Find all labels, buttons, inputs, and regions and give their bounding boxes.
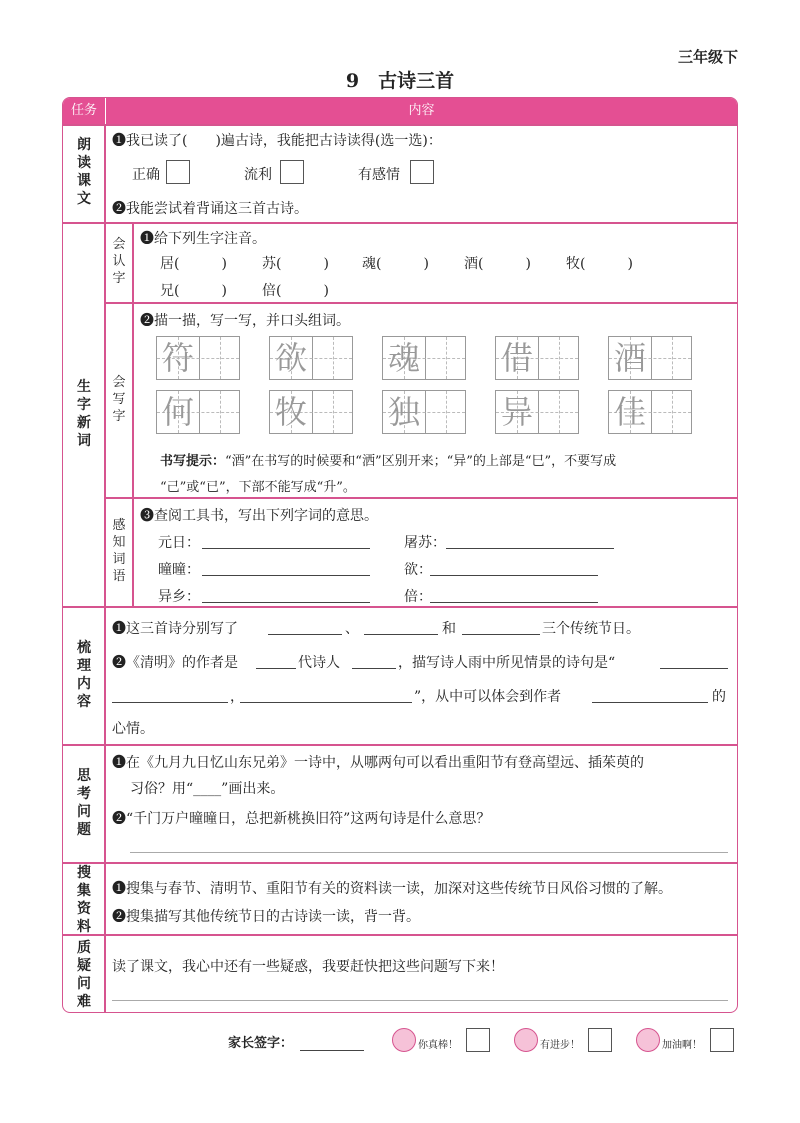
sort-q1-end: 三个传统节日。 [542, 621, 640, 637]
think-q1-line-1: ❶在《九月九日忆山东兄弟》一诗中，从哪两句可以看出重阳节有登高望远、插茱萸的 [112, 755, 644, 771]
answer-blank[interactable] [592, 686, 708, 703]
parent-signature-field[interactable] [300, 1034, 364, 1051]
pinyin-blank[interactable]: 酒( ) [464, 256, 531, 272]
sort-q2-comma: ， [230, 689, 244, 705]
row-divider [63, 222, 737, 224]
word-label: 屠苏： [404, 535, 446, 551]
reading-question-2: ❷我能尝试着背诵这三首古诗。 [112, 201, 308, 217]
pinyin-blank[interactable]: 魂( ) [362, 256, 429, 272]
checkbox-emotion[interactable] [410, 160, 434, 184]
answer-line[interactable] [130, 836, 728, 853]
option-label: 有感情 [358, 167, 400, 183]
sub-label-words: 感 知 词 语 [112, 518, 126, 584]
collect-q1: ❶搜集与春节、清明节、重阳节有关的资料读一读，加深对这些传统节日风俗习惯的了解。 [112, 881, 672, 897]
answer-blank[interactable] [364, 618, 438, 635]
trace-character: 符 [161, 339, 194, 377]
write-question: ❷描一描，写一写，并口头组词。 [140, 313, 350, 329]
word-label: 曈曈： [158, 562, 200, 578]
option-label: 流利 [244, 167, 272, 183]
answer-blank[interactable] [202, 532, 370, 549]
answer-blank[interactable] [352, 652, 396, 669]
header-task-cell: 任务 [63, 98, 105, 124]
subrow-divider [105, 302, 737, 304]
reading-question-1: ❶我已读了( )遍古诗，我能把古诗读得(选一选)： [112, 133, 442, 149]
row-divider [63, 124, 737, 126]
word-label: 元日： [158, 535, 200, 551]
answer-blank[interactable] [446, 532, 614, 549]
row-divider [63, 744, 737, 746]
sub-label-write: 会 写 字 [112, 375, 126, 424]
task-label-doubt: 质 疑 问 难 [77, 940, 91, 1010]
pinyin-blank[interactable]: 牧( ) [566, 256, 633, 272]
trace-character: 何 [161, 393, 194, 431]
trace-character: 独 [387, 393, 420, 431]
row-divider [63, 934, 737, 936]
trace-character: 欲 [274, 339, 307, 377]
answer-blank[interactable] [240, 686, 412, 703]
doubt-prompt: 读了课文，我心中还有一些疑惑，我要赶快把这些问题写下来！ [112, 959, 504, 975]
answer-blank[interactable] [202, 586, 370, 603]
sort-q2-end: 心情。 [112, 721, 154, 737]
answer-blank[interactable] [462, 618, 540, 635]
checkbox-correct[interactable] [166, 160, 190, 184]
writing-grid-cell[interactable] [156, 390, 240, 434]
page-title: 9 古诗三首 [345, 70, 455, 92]
writing-grid-cell[interactable] [269, 390, 353, 434]
task-label-vocab: 生 字 新 词 [77, 379, 91, 449]
sort-q2-text: ，描写诗人雨中所见情景的诗句是“ [398, 655, 616, 671]
header-content-cell: 内容 [106, 98, 737, 124]
writing-grid-cell[interactable] [156, 336, 240, 380]
answer-blank[interactable] [256, 652, 296, 669]
writing-tip-line-1: 书写提示：“酒”在书写的时候要和“洒”区别开来；“异”的上部是“巳”，不要写成 [160, 454, 617, 469]
task-label-collect: 搜 集 资 料 [77, 865, 91, 935]
sort-q2-start: ❷《清明》的作者是 [112, 655, 238, 671]
writing-grid-cell[interactable] [495, 336, 579, 380]
subrow-divider [105, 497, 737, 499]
writing-tip-line-2: “己”或“已”，下部不能写成“升”。 [160, 480, 356, 495]
trace-character: 牧 [274, 393, 307, 431]
smile-sticker-icon [636, 1028, 660, 1052]
writing-grid-cell[interactable] [382, 390, 466, 434]
writing-grid-cell[interactable] [269, 336, 353, 380]
writing-grid-cell[interactable] [608, 336, 692, 380]
think-q2: ❷“千门万户曈曈日，总把新桃换旧符”这两句诗是什么意思？ [112, 811, 491, 827]
parent-signature-label: 家长签字： [228, 1036, 294, 1051]
praise-label: 加油啊！ [662, 1040, 702, 1051]
task-label-sort: 梳 理 内 容 [77, 640, 91, 710]
word-label: 异乡： [158, 589, 200, 605]
collect-q2: ❷搜集描写其他传统节日的古诗读一读，背一背。 [112, 909, 420, 925]
answer-blank[interactable] [660, 652, 728, 669]
grade-label: 三年级下 [677, 48, 738, 66]
smile-sticker-icon [392, 1028, 416, 1052]
think-q1-line-2: 习俗？用“____”画出来。 [130, 781, 285, 797]
writing-grid-cell[interactable] [495, 390, 579, 434]
answer-blank[interactable] [430, 586, 598, 603]
sort-q1-start: ❶这三首诗分别写了 [112, 621, 238, 637]
trace-character: 酒 [613, 339, 646, 377]
trace-character: 魂 [387, 339, 420, 377]
sort-q2-text: 的 [712, 689, 726, 705]
praise-checkbox[interactable] [466, 1028, 490, 1052]
sort-q2-text: 代诗人 [298, 655, 340, 671]
pinyin-blank[interactable]: 倍( ) [262, 283, 329, 299]
task-label-reading: 朗 读 课 文 [77, 137, 91, 207]
subcolumn-divider [132, 222, 134, 606]
option-label: 正确 [132, 167, 160, 183]
sort-q2-text: ”，从中可以体会到作者 [414, 689, 562, 705]
trace-character: 借 [500, 339, 533, 377]
checkbox-fluent[interactable] [280, 160, 304, 184]
sort-q1-and: 和 [442, 621, 456, 637]
row-divider [63, 862, 737, 864]
pinyin-blank[interactable]: 居( ) [160, 256, 227, 272]
answer-line[interactable] [112, 984, 728, 1001]
words-question: ❸查阅工具书，写出下列字词的意思。 [140, 508, 378, 524]
pinyin-blank[interactable]: 苏( ) [262, 256, 329, 272]
trace-character: 异 [500, 393, 533, 431]
answer-blank[interactable] [202, 559, 370, 576]
answer-blank[interactable] [268, 618, 342, 635]
praise-label: 你真棒！ [418, 1040, 458, 1051]
answer-blank[interactable] [112, 686, 228, 703]
sort-q1-sep: 、 [345, 621, 359, 637]
writing-grid-cell[interactable] [608, 390, 692, 434]
answer-blank[interactable] [430, 559, 598, 576]
praise-label: 有进步！ [540, 1040, 580, 1051]
smile-sticker-icon [514, 1028, 538, 1052]
word-label: 倍： [404, 589, 432, 605]
recognize-question: ❶给下列生字注音。 [140, 231, 266, 247]
column-divider [104, 124, 106, 1012]
trace-character: 佳 [613, 393, 646, 431]
writing-grid-cell[interactable] [382, 336, 466, 380]
task-label-think: 思 考 问 题 [77, 768, 91, 838]
row-divider [63, 606, 737, 608]
praise-checkbox[interactable] [710, 1028, 734, 1052]
word-label: 欲： [404, 562, 432, 578]
pinyin-blank[interactable]: 兄( ) [160, 283, 227, 299]
praise-checkbox[interactable] [588, 1028, 612, 1052]
sub-label-recognize: 会 认 字 [112, 237, 126, 286]
